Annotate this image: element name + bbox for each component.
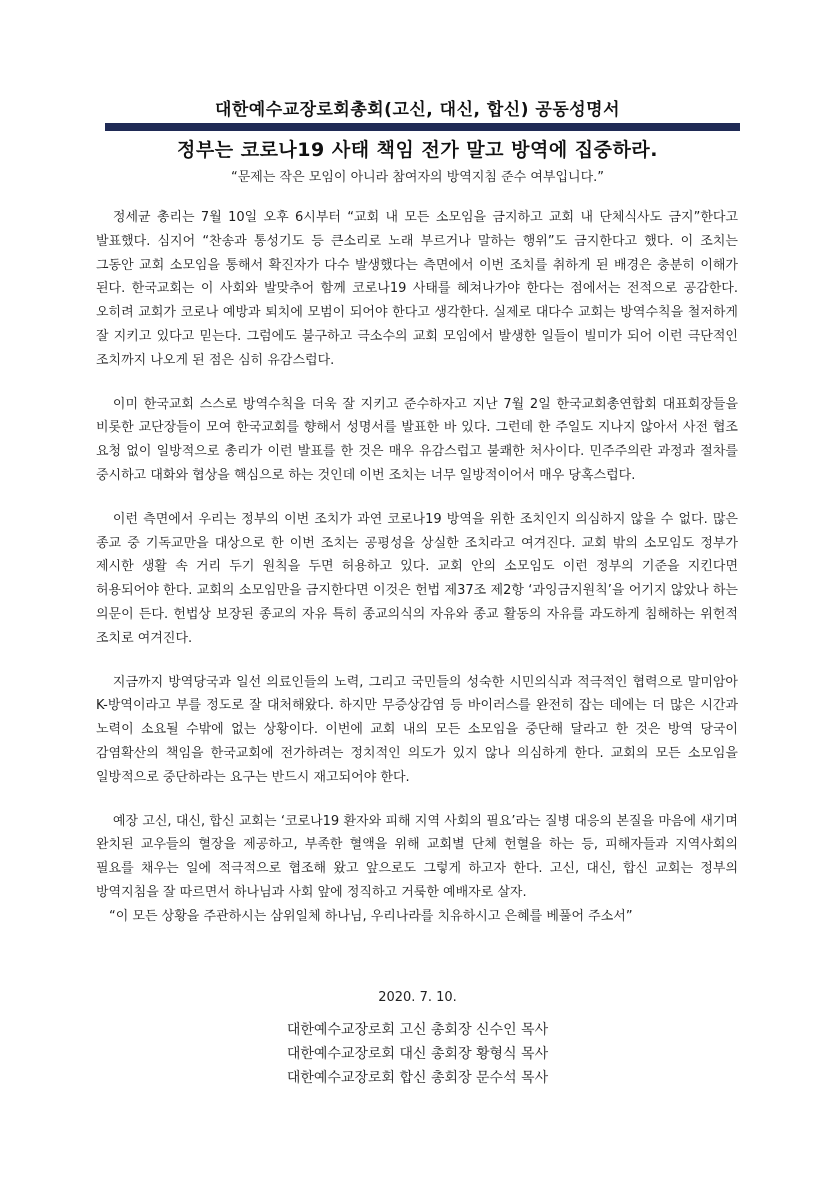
document-header-title: 대한예수교장로회총회(고신, 대신, 합신) 공동성명서 — [214, 100, 621, 120]
statement-subtitle: “문제는 작은 모임이 아니라 참여자의 방역지침 준수 여부입니다.” — [230, 170, 605, 185]
signatory-goshin: 대한예수교장로회 고신 총회장 신수인 목사 — [286, 1022, 549, 1038]
signatories — [0, 1018, 835, 1090]
body-paragraph-1: 정세균 총리는 7월 10일 오후 6시부터 “교회 내 모든 소모임을 금지하고 교회 내 단체식사도 금지”한다고 발표했다. 심지어 “찬송과 통성기도 등 큰소리로 노래 부르거나 말하는 행위”도 금지한다고 했다. 이 조치는 그동안 교회 소모임을 통해서 확진자가 다수 발생했다는 측면에서 이번 조치를 취하게 된 배경은 충분히 이해가 된다. 한국교회는 이 사회와 발맞추어 함께 코로나19 사태를 헤쳐나가야 한다는 점에서는 전적으로 공감한다. 오히려 교회가 코로나 예방과 퇴치에 모범이 되어야 한다고 생각한다. 실제로 대다수 교회는 방역수칙을 철저하게 잘 지키고 있다고 믿는다. 그럼에도 불구하고 극소수의 교회 모임에서 발생한 일들이 빌미가 되어 이런 극단적인 조치까지 나오게 된 점은 심히 유감스럽다. — [96, 210, 738, 368]
header-divider — [105, 123, 740, 131]
closing-prayer: “이 모든 상황을 주관하시는 삼위일체 하나님, 우리나라를 치유하시고 은혜를 베풀어 주소서” — [109, 908, 633, 924]
body-paragraph-3: 이런 측면에서 우리는 정부의 이번 조치가 과연 코로나19 방역을 위한 조치인지 의심하지 않을 수 없다. 많은 종교 중 기독교만을 대상으로 한 이번 조치는 공평성을 상실한 조치라고 여겨진다. 교회 밖의 소모임도 정부가 제시한 생활 속 거리 두기 원칙을 두면 허용하고 있다. 교회 안의 소모임도 이런 정부의 기준을 지킨다면 허용되어야 한다. 교회의 소모임만을 금지한다면 이것은 헌법 제37조 제2항 ‘과잉금지원칙’을 어기지 않았나 하는 의문이 든다. 헌법상 보장된 종교의 자유 특히 종교의식의 자유와 종교 활동의 자유를 과도하게 침해하는 위헌적 조치로 여겨진다. — [96, 511, 738, 646]
signatory-hapshin: 대한예수교장로회 합신 총회장 문수석 목사 — [286, 1070, 549, 1086]
body-paragraph-5: 예장 고신, 대신, 합신 교회는 ‘코로나19 환자와 피해 지역 사회의 필요’라는 질병 대응의 본질을 마음에 새기며 완치된 교우들의 혈장을 제공하고, 부족한 혈액을 위해 교회별 단체 헌혈을 하는 등, 피해자들과 지역사회의 필요를 채우는 일에 적극적으로 협조해 왔고 앞으로도 그렇게 하고자 한다. 고신, 대신, 합신 교회는 정부의 방역지침을 잘 따르면서 하나님과 사회 앞에 정직하고 거룩한 예배자로 살자. — [96, 813, 738, 900]
statement-body — [96, 206, 738, 929]
body-paragraph-4: 지금까지 방역당국과 일선 의료인들의 노력, 그리고 국민들의 성숙한 시민의식과 적극적인 협력으로 말미암아 K-방역이라고 부를 정도로 잘 대처해왔다. 하지만 무증상감염 등 바이러스를 완전히 잡는 데에는 더 많은 시간과 노력이 소요될 수밖에 없는 상황이다. 이번에 교회 내의 모든 소모임을 중단해 달라고 한 것은 방역 당국이 감염확산의 책임을 한국교회에 전가하려는 정치적인 의도가 있지 않나 의심하게 한다. 교회의 모든 소모임을 일방적으로 중단하라는 요구는 반드시 재고되어야 한다. — [96, 674, 738, 785]
body-paragraph-2: 이미 한국교회 스스로 방역수칙을 더욱 잘 지키고 준수하자고 지난 7월 2일 한국교회총연합회 대표회장들을 비롯한 교단장들이 모여 한국교회를 향해서 성명서를 발표한 바 있다. 그런데 한 주일도 지나지 않아서 사전 협조 요청 없이 일방적으로 총리가 이런 발표를 한 것은 매우 유감스럽고 불쾌한 처사이다. 민주주의란 과정과 절차를 중시하고 대화와 협상을 핵심으로 하는 것인데 이번 조치는 너무 일방적이어서 매우 당혹스럽다. — [96, 396, 738, 483]
signatory-daeshin: 대한예수교장로회 대신 총회장 황형식 목사 — [286, 1046, 549, 1062]
statement-date: 2020. 7. 10. — [378, 990, 457, 1005]
statement-title: 정부는 코로나19 사태 책임 전가 말고 방역에 집중하라. — [177, 139, 658, 161]
